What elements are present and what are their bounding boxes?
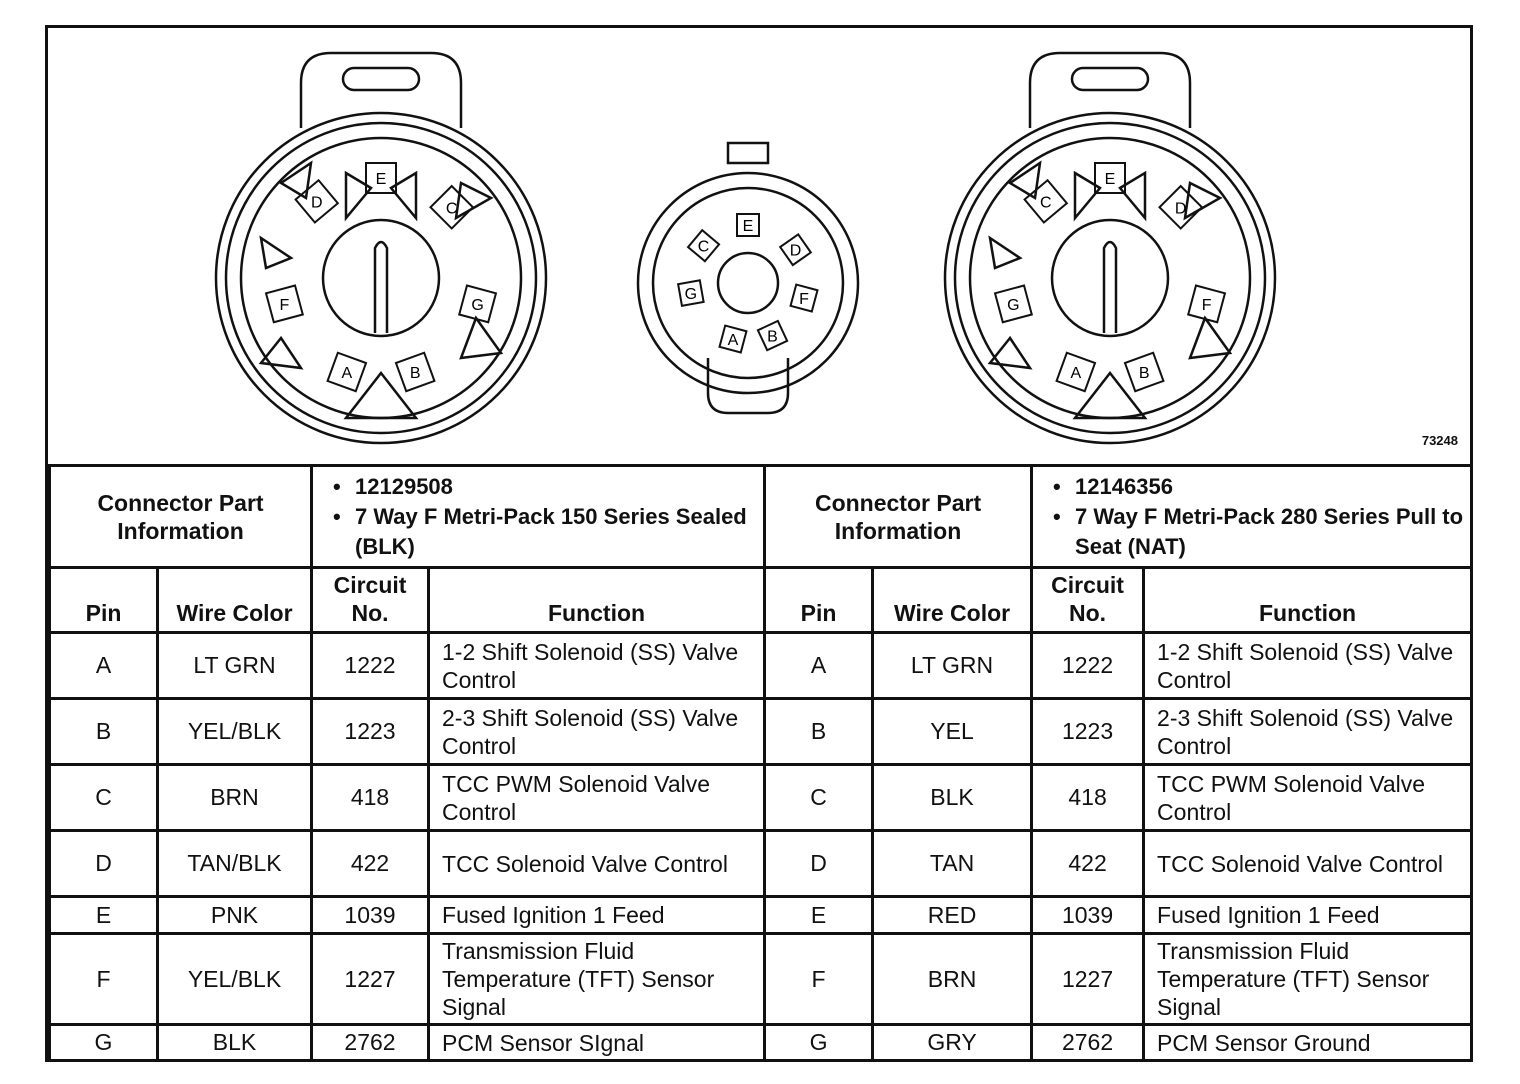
right-pin-d [1159,186,1201,228]
function-cell: PCM Sensor SIgnal [429,1025,765,1061]
wire-color-cell: TAN/BLK [158,831,312,897]
table-row [50,1025,1472,1061]
left-pin-label: G [471,296,484,314]
col-circuit-right: Circuit No. [1032,568,1144,633]
pin-cell-right: A [765,633,873,699]
right-pin-f [1188,286,1225,323]
wire-color-cell: PNK [158,897,312,934]
function-cell-right: Transmission Fluid Temperature (TFT) Sensor Signal [1144,934,1472,1025]
column-header-row [50,568,1472,633]
left-part-info-label: Connector Part Information [50,466,312,568]
pin-cell-right: E [765,897,873,934]
pin-cell: C [50,765,158,831]
part-info-row [50,466,1472,568]
pin-cell-right: F [765,934,873,1025]
pin-cell: D [50,831,158,897]
circuit-cell-right: 2762 [1032,1025,1144,1061]
right-pin-label: B [1138,364,1150,382]
left-pin-d [296,180,338,222]
col-pin: Pin [50,568,158,633]
right-pin-label: D [1174,200,1187,218]
pinout-rows [50,633,1472,1061]
pin-cell: B [50,699,158,765]
left-part-description: • 7 Way F Metri-Pack 150 Series Sealed (BLK) [333,502,757,562]
function-cell: Transmission Fluid Temperature (TFT) Sensor Signal [429,934,765,1025]
wire-color-cell-right: YEL [873,699,1032,765]
center-pin-c [688,230,719,261]
wire-color-cell: YEL/BLK [158,699,312,765]
right-pin-b [1125,353,1163,391]
left-pin-b [396,353,434,391]
center-pin-label: E [742,218,754,235]
right-part-description: • 7 Way F Metri-Pack 280 Series Pull to Seat (NAT) [1053,502,1464,562]
right-part-info [1032,466,1472,568]
wire-color-cell-right: BLK [873,765,1032,831]
left-pin-label: E [375,171,387,188]
diagram-frame [45,25,1473,1062]
col-wire-color-right: Wire Color [873,568,1032,633]
table-row [50,699,1472,765]
center-pin-f [791,285,818,312]
pin-cell-right: C [765,765,873,831]
circuit-cell-right: 1223 [1032,699,1144,765]
table-row [50,831,1472,897]
right-pin-label: F [1201,296,1212,314]
wire-color-cell-right: LT GRN [873,633,1032,699]
right-connector [945,53,1275,443]
function-cell-right: 1-2 Shift Solenoid (SS) Valve Control [1144,633,1472,699]
table-row [50,897,1472,934]
right-pin-c [1025,180,1067,222]
col-function-right: Function [1144,568,1472,633]
left-pin-label: A [341,364,353,382]
function-cell-right: TCC Solenoid Valve Control [1144,831,1472,897]
center-pin-label: G [684,286,698,304]
function-cell-right: PCM Sensor Ground [1144,1025,1472,1061]
right-pin-g [995,286,1032,323]
wire-color-cell-right: BRN [873,934,1032,1025]
circuit-cell: 422 [312,831,429,897]
left-pin-g [459,286,496,323]
function-cell: 1-2 Shift Solenoid (SS) Valve Control [429,633,765,699]
wire-color-cell-right: TAN [873,831,1032,897]
circuit-cell-right: 422 [1032,831,1144,897]
circuit-cell-right: 1222 [1032,633,1144,699]
circuit-cell-right: 418 [1032,765,1144,831]
wire-color-cell: YEL/BLK [158,934,312,1025]
center-pin-label: F [799,291,809,309]
function-cell: TCC Solenoid Valve Control [429,831,765,897]
center-pin-label: B [767,328,778,346]
right-pin-label: C [1039,194,1052,212]
wire-color-cell: BRN [158,765,312,831]
pin-cell-right: D [765,831,873,897]
left-pin-label: B [409,364,421,382]
function-cell-right: Fused Ignition 1 Feed [1144,897,1472,934]
circuit-cell: 418 [312,765,429,831]
table-row [50,934,1472,1025]
circuit-cell: 1223 [312,699,429,765]
center-pin-d [780,234,811,265]
function-cell-right: 2-3 Shift Solenoid (SS) Valve Control [1144,699,1472,765]
center-pin-e [737,214,759,236]
pin-cell: A [50,633,158,699]
left-pin-c [430,186,472,228]
col-circuit: Circuit No. [312,568,429,633]
center-pin-g [678,280,703,305]
function-cell: Fused Ignition 1 Feed [429,897,765,934]
right-pin-label: A [1070,364,1082,382]
table-row [50,765,1472,831]
right-pin-a [1057,353,1095,391]
wire-color-cell: BLK [158,1025,312,1061]
col-wire-color: Wire Color [158,568,312,633]
center-pin-a [720,326,747,353]
right-part-number: • 12146356 [1053,472,1464,502]
pin-cell: E [50,897,158,934]
left-pin-label: F [279,296,290,314]
function-cell: TCC PWM Solenoid Valve Control [429,765,765,831]
pin-cell-right: G [765,1025,873,1061]
left-pin-label: D [310,194,323,212]
right-part-info-label: Connector Part Information [765,466,1032,568]
left-pin-label: C [445,200,458,218]
center-pin-label: C [697,238,710,256]
col-pin-right: Pin [765,568,873,633]
pinout-table [48,464,1473,1062]
circuit-cell-right: 1227 [1032,934,1144,1025]
figure-number: 73248 [1421,433,1458,448]
connector-figure [48,28,1470,464]
left-pin-f [266,286,303,323]
circuit-cell: 1039 [312,897,429,934]
right-pin-label: E [1104,171,1116,188]
wire-color-cell: LT GRN [158,633,312,699]
wire-color-cell-right: GRY [873,1025,1032,1061]
center-connector [638,143,858,413]
circuit-cell: 1222 [312,633,429,699]
pin-cell: F [50,934,158,1025]
left-part-number: • 12129508 [333,472,757,502]
pin-cell: G [50,1025,158,1061]
wire-color-cell-right: RED [873,897,1032,934]
left-connector [216,53,546,443]
left-part-info [312,466,765,568]
center-pin-label: D [789,242,802,260]
circuit-cell-right: 1039 [1032,897,1144,934]
pin-cell-right: B [765,699,873,765]
col-function: Function [429,568,765,633]
center-pin-label: A [727,332,739,350]
left-pin-a [328,353,366,391]
function-cell-right: TCC PWM Solenoid Valve Control [1144,765,1472,831]
function-cell: 2-3 Shift Solenoid (SS) Valve Control [429,699,765,765]
circuit-cell: 2762 [312,1025,429,1061]
table-row [50,633,1472,699]
center-pin-b [758,321,787,350]
right-pin-label: G [1007,296,1020,314]
circuit-cell: 1227 [312,934,429,1025]
